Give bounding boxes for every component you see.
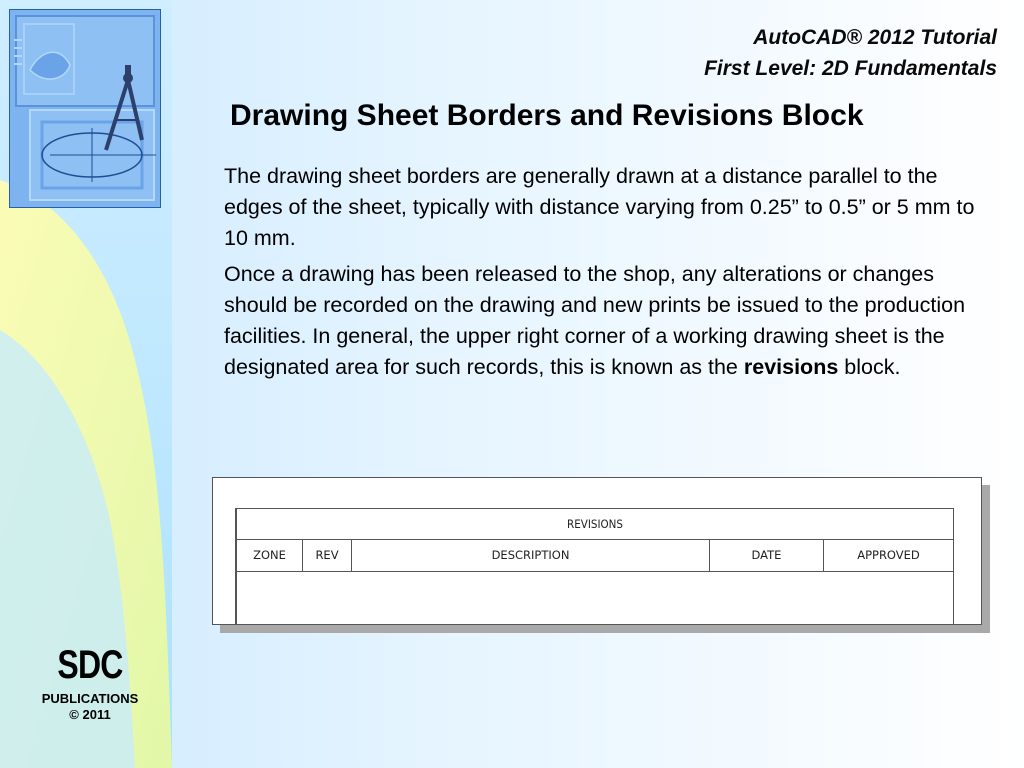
- revisions-col-zone: ZONE: [237, 540, 303, 571]
- logo-main-text: SDC: [57, 643, 123, 687]
- revisions-col-date: DATE: [710, 540, 824, 571]
- header-book-subtitle: First Level: 2D Fundamentals: [704, 57, 997, 80]
- revisions-header-row: [237, 540, 953, 572]
- logo-copyright: © 2011: [69, 707, 111, 722]
- revisions-term: revisions: [743, 355, 839, 379]
- paragraph-revisions-text: Once a drawing has been released to the shop, any alterations or changes should be recorded on the drawing and new prints be issued to the production facilities. In general, the upper right corner of a working drawing sheet is the designated area for such records, this is known as the: [224, 262, 966, 379]
- page-title: Drawing Sheet Borders and Revisions Block: [230, 99, 864, 132]
- sdc-publications-logo: [20, 643, 160, 723]
- paragraph-borders: The drawing sheet borders are generally drawn at a distance parallel to the edges of the sheet, typically with distance varying from 0.25” to 0.5” or 5 mm to 10 mm.: [224, 164, 975, 250]
- revisions-block: [236, 508, 954, 624]
- compass-icon: [10, 10, 160, 207]
- paragraph-revisions: [224, 259, 984, 383]
- left-decorative-band: [0, 0, 172, 768]
- body-text: [224, 161, 984, 388]
- revisions-col-description: DESCRIPTION: [352, 540, 710, 571]
- drawing-sheet-figure: [212, 477, 982, 625]
- header-book-title: AutoCAD® 2012 Tutorial: [753, 26, 997, 49]
- revisions-col-rev: REV: [303, 540, 352, 571]
- paragraph-revisions-end: block.: [838, 355, 901, 379]
- revisions-title: REVISIONS: [237, 508, 953, 540]
- compass-drawing-thumbnail: [9, 9, 161, 208]
- logo-subtitle: PUBLICATIONS: [41, 691, 139, 706]
- revisions-col-approved: APPROVED: [857, 548, 920, 562]
